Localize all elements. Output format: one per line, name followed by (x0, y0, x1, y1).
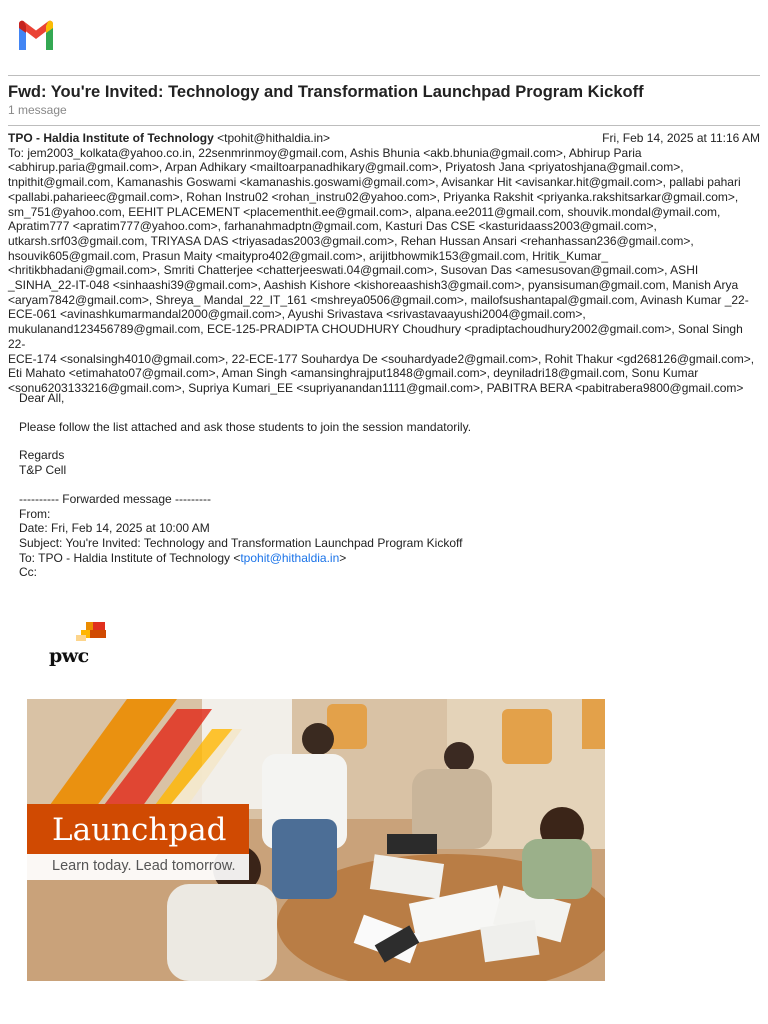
recipients-line: sm_751@yahoo.com, EEHIT PLACEMENT <placementhit.ee@gmail.com>, alpana.ee2011@gmail.com, shouvik.mondal@ymail.com, (8, 204, 721, 219)
forwarded-cc: Cc: (19, 565, 37, 580)
recipients-line: <sonu6203133216@gmail.com>, Supriya Kumari_EE <supriyanandan1111@gmail.com>, PABITRA BERA <pabitrabera9800@gmail.com> (8, 380, 744, 395)
forwarded-date: Date: Fri, Feb 14, 2025 at 10:00 AM (19, 521, 210, 536)
recipients-line: _SINHA_22-IT-048 <sinhaashi39@gmail.com>, Aashish Kishore <kishoreaashish3@gmail.com>, pyansisuman@gmail.com, Manish Arya (8, 278, 739, 293)
recipients-line: To: jem2003_kolkata@yahoo.co.in, 22senmrinmoy@gmail.com, Ashis Bhunia <akb.bhunia@gmail.com>, Abhirup Paria (8, 145, 642, 160)
recipients-line: Eti Mahato <etimahato07@gmail.com>, Aman Singh <amansinghrajput1848@gmail.com>, deyniladri18@gmail.com, Sonu Kumar (8, 366, 699, 381)
forwarded-to-link[interactable]: tpohit@hithaldia.in (240, 550, 340, 565)
greeting: Dear All, (19, 391, 65, 405)
header-divider (8, 125, 760, 126)
recipients-list (8, 146, 760, 396)
banner-title: Launchpad (52, 812, 227, 848)
recipients-line: ECE-174 <sonalsingh4010@gmail.com>, 22-ECE-177 Souhardya De <souhardyade2@gmail.com>, Rohit Thakur <gd268126@gmail.com>, (8, 351, 755, 366)
instruction-text: Please follow the list attached and ask those students to join the session mandatorily. (19, 419, 472, 434)
forwarded-marker: ---------- Forwarded message --------- (19, 491, 211, 506)
signature-text: T&P Cell (19, 463, 67, 478)
recipients-line: hsouvik605@gmail.com, Prasun Maity <maitypro402@gmail.com>, arijitbhowmik153@gmail.com, Hritik_Kumar_ (8, 248, 609, 263)
message-count: 1 message (8, 103, 67, 117)
message-header (8, 131, 760, 396)
email-subject: Fwd: You're Invited: Technology and Transformation Launchpad Program Kickoff (8, 83, 644, 101)
forwarded-from: From: (19, 506, 51, 521)
recipients-line: utkarsh.srf03@gmail.com, TRIYASA DAS <triyasadas2003@gmail.com>, Rehan Hussan Ansari <rehanhassan236@gmail.com>, (8, 233, 694, 248)
recipients-line: mukulanand123456789@gmail.com, ECE-125-PRADIPTA CHOUDHURY Choudhury <pradiptachoudhury2002@gmail.com>, Sonal Singh 22- (8, 322, 743, 351)
gmail-logo-icon (16, 20, 56, 52)
message-date: Fri, Feb 14, 2025 at 11:16 AM (602, 131, 760, 145)
recipients-line: <pallabi.paharieec@gmail.com>, Rohan Instru02 <rohan_instru02@yahoo.com>, Priyanka Rakshit <priyanka.rakshitsarkar@gmail.com>, (8, 189, 739, 204)
sender-name[interactable]: TPO - Haldia Institute of Technology (8, 131, 214, 145)
recipients-line: Apratim777 <apratim777@yahoo.com>, farhanahmadptn@gmail.com, Kasturi Das CSE <kasturidaass2003@gmail.com>, (8, 219, 657, 234)
regards-text: Regards (19, 448, 65, 463)
recipients-line: <aryam7842@gmail.com>, Shreya_ Mandal_22_IT_161 <mshreya0506@gmail.com>, mailofsushantapal@gmail.com, Avinash Kumar _22- (8, 292, 749, 307)
forwarded-subject: Subject: You're Invited: Technology and Transformation Launchpad Program Kickoff (19, 535, 463, 550)
banner-tagline: Learn today. Lead tomorrow. (52, 858, 236, 874)
forwarded-to: To: TPO - Haldia Institute of Technology <tpohit@hithaldia.in> (19, 550, 347, 565)
pwc-wordmark: pwc (49, 645, 89, 667)
message-body (19, 391, 739, 580)
recipients-line: tnpithit@gmail.com, Kamanashis Goswami <kamanashis.goswami@gmail.com>, Avisankar Hit <avisankar.hit@gmail.com>, pallabi pahari (8, 175, 741, 190)
top-divider (8, 75, 760, 76)
recipients-line: <hritikbhadani@gmail.com>, Smriti Chatterjee <chatterjeeswati.04@gmail.com>, Susovan Das <amesusovan@gmail.com>, ASHI (8, 263, 699, 278)
recipients-line: <abhirup.paria@gmail.com>, Arpan Adhikary <mailtoarpanadhikary@gmail.com>, Priyatosh Jana <priyatoshjana@gmail.com>, (8, 160, 684, 175)
recipients-line: ECE-061 <avinashkumarmandal2000@gmail.com>, Ayushi Srivastava <srivastavaayushi2004@gmail.com>, (8, 307, 586, 322)
sender-email: <tpohit@hithaldia.in> (217, 131, 331, 145)
